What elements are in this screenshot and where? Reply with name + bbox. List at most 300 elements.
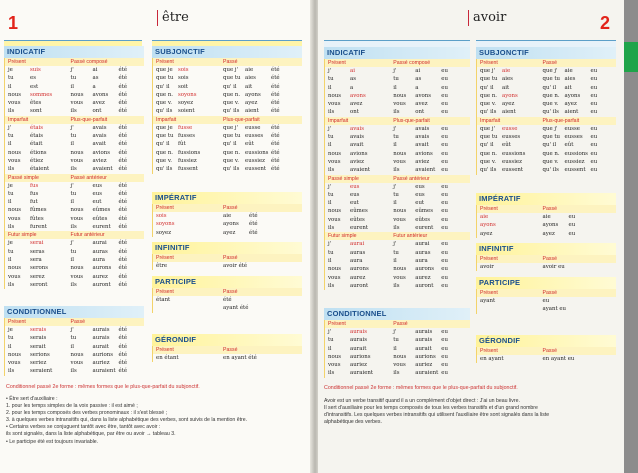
conjugation-rows (325, 183, 470, 233)
verb-form: avions (350, 150, 368, 157)
verb-form: ayons (564, 92, 581, 99)
conjugation-line (480, 221, 540, 229)
verb-form: aurais (350, 329, 367, 335)
tense-block-infinitif (476, 243, 616, 271)
verb-form: étiez (30, 157, 44, 164)
past-participle: été (271, 141, 280, 148)
pronoun: vous (70, 360, 84, 367)
mood-body (476, 289, 616, 314)
verb-form: soyez (178, 100, 194, 107)
conjugation-line (8, 273, 68, 281)
verb-form: fus (30, 182, 39, 189)
pronoun: que tu (156, 75, 174, 82)
conjugation-line (71, 124, 144, 132)
tense-name: Présent (156, 205, 174, 211)
pronoun: tu (393, 134, 399, 141)
verb-form: aurais (415, 337, 433, 344)
pronoun: ils (328, 225, 335, 232)
pronoun: ils (70, 281, 77, 288)
conjugation-rows (153, 262, 302, 270)
tense-name: Passé simple (8, 174, 39, 181)
conjugation-column (220, 124, 302, 174)
conjugation-line (71, 215, 144, 223)
past-participle: eu (441, 257, 448, 264)
verb-form: aurons (415, 266, 434, 273)
tense-name: Passé (70, 319, 85, 325)
tense-name: Passé (542, 60, 557, 66)
mood-body (476, 205, 616, 238)
verb-form: fussions (178, 149, 201, 156)
pronoun: j' (70, 67, 74, 73)
past-participle: été (118, 351, 128, 358)
verb-form: eussiez (502, 158, 522, 165)
pronoun: tu (8, 133, 14, 140)
verb-form: ayant été (223, 305, 249, 312)
past-participle: eu (590, 68, 598, 74)
pronoun: qu' il (223, 141, 237, 148)
tense-name: Passé composé (393, 60, 431, 66)
conjugation-line (71, 132, 144, 140)
conjugation-line (223, 140, 302, 148)
mood-body (324, 320, 470, 378)
pronoun: nous (328, 92, 341, 99)
past-participle: été (271, 133, 280, 140)
conjugation-line (480, 100, 540, 108)
pronoun: vous (328, 362, 341, 369)
verb-form: avions (415, 150, 433, 157)
conjugation-line (71, 248, 144, 256)
past-participle: été (118, 124, 128, 131)
past-participle: été (118, 207, 128, 214)
past-participle: été (118, 149, 128, 156)
pronoun: qu' il (542, 142, 557, 149)
conjugation-line (543, 133, 616, 141)
conjugation-line (8, 140, 68, 148)
verb-form: aie (480, 214, 489, 220)
conjugation-column (477, 263, 540, 271)
tense-block-impératif (476, 193, 616, 238)
verb-form: en ayant eu (542, 356, 575, 362)
pronoun: vous (70, 100, 84, 107)
past-participle: été (118, 100, 128, 107)
verb-form: eusses (564, 134, 583, 141)
pronoun: ils (8, 368, 15, 375)
verb-form: seraient (30, 368, 53, 375)
conjugation-line (480, 125, 540, 133)
past-participle: été (271, 100, 280, 107)
conjugation-rows (477, 297, 616, 314)
conjugation-line (8, 74, 68, 82)
pronoun: vous (70, 215, 84, 222)
verb-form: eût (502, 142, 511, 149)
past-participle: eu (441, 76, 448, 83)
conjugation-line (156, 212, 220, 220)
pronoun: vous (328, 158, 341, 165)
verb-form: en étant (156, 355, 179, 361)
conjugation-line (223, 107, 302, 115)
conjugation-line (480, 355, 540, 363)
conjugation-line (223, 354, 302, 362)
conjugation-line (223, 99, 302, 107)
past-participle: eu (590, 109, 598, 116)
conjugation-line (8, 198, 68, 206)
verb-form: ayons (542, 222, 559, 229)
conjugation-column (153, 66, 220, 116)
pronoun: que n. (480, 92, 498, 99)
pronoun: il (393, 200, 397, 207)
verb-form: avez (415, 101, 428, 108)
verb-form: avaient (92, 166, 113, 173)
pronoun: que n. (223, 91, 241, 98)
conjugation-line (223, 304, 302, 312)
pronoun: il (328, 345, 332, 352)
verb-form: eûtes (415, 216, 431, 223)
tense-name: Présent (8, 319, 26, 325)
conjugation-line (393, 133, 470, 141)
pronoun: que n. (542, 92, 560, 99)
pronoun: vous (328, 216, 341, 223)
conjugation-line (543, 297, 616, 305)
tense-header-row (5, 318, 144, 326)
past-participle: eu (441, 84, 448, 91)
verb-form: avais (415, 125, 430, 132)
pronoun: il (8, 141, 12, 148)
pronoun: il (328, 142, 332, 149)
conjugation-line (480, 158, 540, 166)
pronoun: nous (393, 208, 407, 215)
past-participle: eu (441, 337, 448, 344)
usage-note-line: 3. à quelques verbes intransitifs qui, dans la liste alphabétique des verbes, sont suivis de la mention être. (6, 417, 248, 424)
tense-header-row (325, 117, 470, 125)
conjugation-column (325, 240, 390, 290)
conjugation-line (223, 132, 302, 140)
verb-form: eûtes (350, 216, 365, 223)
past-participle: été (118, 166, 128, 173)
conjugation-rows (153, 212, 302, 237)
verb-form: aies (502, 76, 513, 83)
pronoun: vous (8, 360, 21, 367)
conjugation-line (71, 198, 144, 206)
conjugation-line (8, 334, 68, 342)
conjugation-rows (325, 125, 470, 175)
conjugation-line (328, 265, 390, 273)
verb-form: auriez (415, 362, 433, 369)
conjugation-line (71, 264, 144, 272)
conjugation-line (543, 213, 616, 221)
conjugation-line (543, 263, 616, 271)
conjugation-column (68, 239, 144, 289)
tense-header-row (153, 116, 302, 124)
past-participle: été (118, 273, 128, 280)
past-participle: été (118, 67, 128, 73)
verb-form: eussiez (564, 158, 585, 165)
conjugation-line (156, 262, 220, 270)
verb-form: eussions (564, 150, 588, 157)
tense-name: Présent (156, 289, 174, 295)
past-participle: eu (590, 76, 598, 83)
conjugation-line (223, 229, 302, 237)
tense-block-infinitif (152, 242, 302, 270)
past-participle: été (118, 343, 128, 350)
conjugation-column (68, 326, 144, 376)
verb-form: soyez (156, 229, 172, 236)
conjugation-line (543, 67, 616, 75)
conjugation-column (540, 67, 616, 117)
verb-form: eussent (245, 166, 267, 173)
verb-form: avais (350, 134, 364, 141)
tense-name: Passé (542, 256, 557, 262)
verb-form: sois (156, 213, 167, 219)
conjugation-line (393, 158, 470, 166)
verb-form: aurions (415, 353, 436, 360)
verb-form: serez (30, 273, 45, 280)
conjugation-line (480, 230, 540, 238)
pronoun: tu (328, 76, 334, 83)
conjugation-line (71, 326, 144, 334)
conjugation-line (71, 343, 144, 351)
tense-name: Imparfait (480, 117, 501, 124)
verb-form: serait (30, 343, 46, 350)
mood-header: PARTICIPE (476, 277, 616, 289)
pronoun: tu (393, 249, 399, 256)
conjugation-line (393, 369, 470, 377)
conjugation-line (328, 158, 390, 166)
pronoun: qu' il (156, 141, 170, 148)
mood-body (152, 346, 302, 362)
past-participle: été (118, 190, 128, 197)
conjugation-column (325, 183, 390, 233)
conjugation-column (540, 263, 616, 271)
pronoun: vous (393, 158, 406, 165)
pronoun: nous (328, 266, 341, 273)
pronoun: il (393, 142, 397, 149)
tense-name: Passé (223, 289, 238, 295)
verb-form: auront (350, 282, 369, 289)
verb-form: eus (92, 182, 102, 189)
mood-body (152, 254, 302, 270)
usage-note-line: ils sont signalés, dans la liste alphabétique, par être ou avoir → tableau 3. (6, 431, 176, 438)
conjugation-line (156, 354, 220, 362)
verb-form: été (223, 297, 232, 303)
pronoun: tu (70, 248, 77, 255)
past-participle: eu (441, 200, 448, 207)
past-participle: été (249, 213, 258, 219)
mood-header: IMPÉRATIF (152, 192, 302, 204)
tense-block-gérondif (476, 335, 616, 363)
verb-form: aurai (415, 241, 430, 248)
conjugation-rows (153, 66, 302, 116)
verb-form: auras (350, 249, 366, 256)
pronoun: vous (393, 362, 406, 369)
tense-name: Passé (223, 347, 238, 353)
conjugation-line (223, 262, 302, 270)
section-tab[interactable] (624, 42, 638, 72)
conjugation-line (393, 328, 470, 336)
verb-form: suis (30, 67, 41, 73)
mood-header: GÉRONDIF (152, 334, 302, 346)
verb-form: aurais (415, 329, 433, 335)
mood-header: GÉRONDIF (476, 335, 616, 347)
verb-form: aurait (92, 343, 109, 350)
pronoun: ils (393, 282, 400, 289)
verb-form: fusse (178, 124, 193, 131)
conjugation-line (71, 157, 144, 165)
past-participle: été (118, 199, 128, 206)
verb-form: ayez (502, 101, 515, 108)
conjugation-line (71, 239, 144, 247)
conjugation-line (393, 240, 470, 248)
conjugation-line (8, 281, 68, 289)
tense-name: Futur antérieur (70, 232, 105, 239)
conjugation-line (156, 83, 220, 91)
verb-form: auras (92, 248, 108, 255)
pronoun: j' (393, 125, 397, 132)
past-participle: eu (441, 249, 448, 256)
tense-name: Plus-que-parfait (542, 117, 580, 124)
past-participle: eu (441, 282, 448, 289)
pronoun: que j' (223, 124, 239, 131)
verb-form: es (30, 75, 36, 82)
conjugation-line (393, 183, 470, 191)
verb-form: eussent (502, 167, 524, 174)
verb-form: eus (92, 190, 102, 197)
conjugation-line (156, 74, 220, 82)
conjugation-rows (325, 240, 470, 290)
pronoun: j' (70, 124, 74, 131)
pronoun: il (393, 84, 397, 91)
conjugation-line (328, 191, 390, 199)
pronoun: vous (8, 100, 21, 107)
pronoun: que v. (542, 101, 559, 108)
verb-form: fus (30, 190, 39, 197)
verb-form: ai (350, 68, 355, 74)
past-participle: eu (568, 230, 576, 237)
verb-form: avais (92, 124, 107, 131)
conjugation-column (220, 296, 302, 313)
conjugation-line (156, 107, 220, 115)
conjugation-line (71, 359, 144, 367)
pronoun: vous (328, 274, 341, 281)
conjugation-line (393, 345, 470, 353)
verb-form: ait (564, 84, 572, 91)
verb-form: eurent (350, 225, 369, 232)
mood-body (152, 288, 302, 313)
pronoun: il (70, 141, 74, 148)
pronoun: j' (393, 183, 397, 190)
conjugation-line (156, 229, 220, 237)
conjugation-line (8, 91, 68, 99)
pronoun: ils (70, 224, 77, 231)
verb-form: auriez (350, 362, 368, 369)
verb-form: ayez (480, 230, 493, 237)
usage-notes (6, 396, 306, 446)
pronoun: que v. (156, 100, 172, 107)
mood-header: INFINITIF (152, 242, 302, 254)
conjugation-column (390, 67, 470, 117)
verb-form: aurions (350, 353, 371, 360)
past-participle: eu (590, 167, 598, 174)
tense-header-row (477, 205, 616, 213)
pronoun: que tu (480, 134, 498, 141)
tense-header-row (477, 59, 616, 67)
conjugation-line (328, 361, 390, 369)
past-participle: eu (441, 353, 448, 360)
verb-form: aurons (92, 265, 112, 272)
conjugation-line (156, 220, 220, 228)
past-participle: été (249, 221, 258, 228)
conjugation-line (223, 157, 302, 165)
past-participle: été (118, 215, 128, 222)
verb-form: eus (415, 191, 425, 198)
conjugation-line (8, 326, 68, 334)
verb-form: eussions (245, 149, 269, 156)
past-participle: été (118, 327, 128, 333)
conjugation-line (328, 199, 390, 207)
conjugation-line (480, 84, 540, 92)
pronoun: qu' il (223, 83, 237, 90)
verb-form: aurez (92, 273, 108, 280)
past-participle: eu (441, 134, 448, 141)
tense-header-row (477, 347, 616, 355)
verb-form: sois (178, 67, 189, 73)
past-participle: eu (441, 216, 448, 223)
conjugation-line (393, 108, 470, 116)
past-participle: eu (568, 222, 576, 229)
conjugation-line (71, 99, 144, 107)
conjugation-line (393, 100, 470, 108)
pronoun: vous (70, 273, 84, 280)
past-participle: été (271, 149, 280, 156)
conjugation-line (393, 199, 470, 207)
past-participle: eu (441, 362, 448, 369)
pronoun: nous (70, 149, 84, 156)
pronoun: que j' (480, 125, 495, 132)
verb-form: aurai (350, 241, 365, 248)
tense-name: Passé antérieur (393, 175, 430, 182)
usage-note-line: Il sert d'auxiliaire pour les temps composés de tous les verbes transitifs et d'un grand nombre (324, 405, 538, 412)
conjugation-column (390, 328, 470, 378)
usage-notes (324, 398, 624, 426)
past-participle: eu (590, 150, 598, 157)
conjugation-line (223, 83, 302, 91)
verb-form: aura (92, 256, 106, 263)
pronoun: vous (8, 157, 21, 164)
past-participle: eu (568, 214, 576, 220)
pronoun: il (8, 199, 12, 206)
conjugation-line (328, 345, 390, 353)
past-participle: eu (590, 84, 598, 91)
conjugation-column (540, 213, 616, 238)
verb-form: aurez (350, 274, 366, 281)
conjugation-column (325, 67, 390, 117)
mood-body (476, 59, 616, 175)
pronoun: je (8, 182, 13, 189)
pronoun: que v. (542, 158, 559, 165)
verb-form: eusse (245, 124, 261, 131)
conjugation-line (8, 367, 68, 375)
conjugation-line (328, 353, 390, 361)
tense-name: Présent (328, 321, 346, 327)
conjugation-line (543, 166, 616, 174)
pronoun: que je (156, 67, 173, 73)
verb-form: ai (92, 67, 98, 73)
verb-form: seriez (30, 360, 47, 367)
conjugation-line (8, 190, 68, 198)
verb-form: eût (564, 142, 574, 149)
verb-form: eusse (502, 125, 518, 132)
conjugation-line (156, 124, 220, 132)
past-participle: été (249, 229, 258, 236)
